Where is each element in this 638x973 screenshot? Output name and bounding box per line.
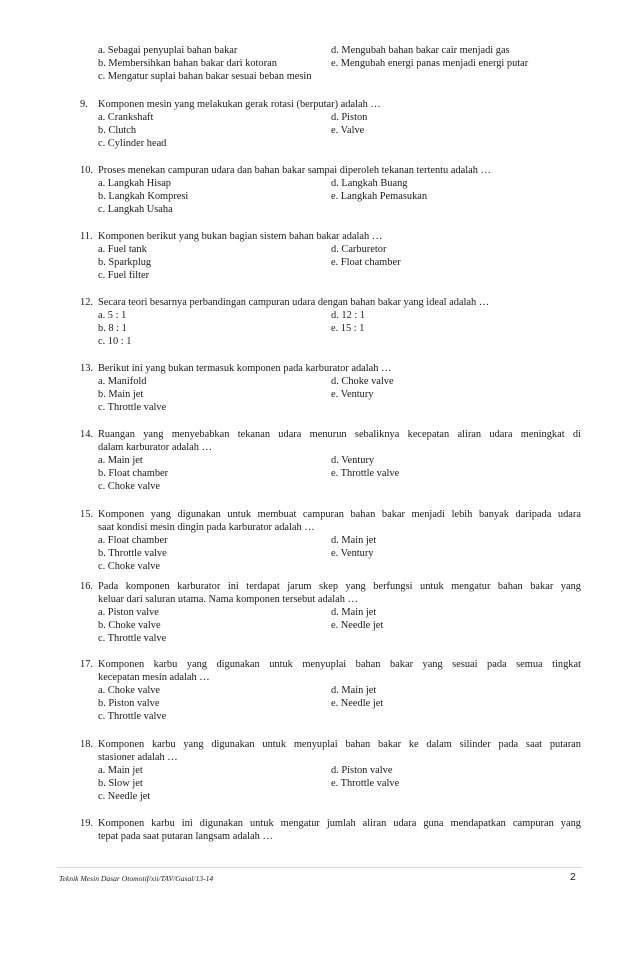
option-e: e. Needle jet xyxy=(331,620,384,631)
option-row xyxy=(0,203,638,216)
option-e: e. Valve xyxy=(331,125,365,136)
question-text: Komponen berikut yang bukan bagian sistem bahan bakar adalah … xyxy=(98,231,383,242)
option-a: a. Crankshaft xyxy=(98,112,154,123)
question-number: 14. xyxy=(80,429,93,440)
question-number: 16. xyxy=(80,581,93,592)
option-row xyxy=(0,697,638,710)
question-number: 13. xyxy=(80,363,93,374)
question-line xyxy=(0,658,638,671)
option-c: c. Cylinder head xyxy=(98,138,167,149)
question-line xyxy=(0,164,638,177)
question-12 xyxy=(0,296,638,348)
question-text-cont: kecepatan mesin adalah … xyxy=(98,672,210,683)
option-d: d. Piston xyxy=(331,112,368,123)
option-row xyxy=(0,177,638,190)
question-text-cont: keluar dari saluran utama. Nama komponen tersebut adalah … xyxy=(98,594,358,605)
option-row xyxy=(0,375,638,388)
page-number: 2 xyxy=(570,871,576,883)
option-row xyxy=(0,124,638,137)
question-number: 9. xyxy=(80,99,88,110)
option-a: a. Choke valve xyxy=(98,685,161,696)
option-row xyxy=(0,401,638,414)
option-a: a. Main jet xyxy=(98,765,143,776)
question-line xyxy=(0,441,638,454)
option-row xyxy=(0,547,638,560)
option-c: c. Choke valve xyxy=(98,561,161,572)
option-b: b. Choke valve xyxy=(98,620,161,631)
option-a: a. 5 : 1 xyxy=(98,310,127,321)
option-e: e. Mengubah energi panas menjadi energi putar xyxy=(331,58,529,69)
option-a: a. Float chamber xyxy=(98,535,168,546)
question-line xyxy=(0,671,638,684)
question-line xyxy=(0,362,638,375)
option-row xyxy=(0,44,638,57)
question-16 xyxy=(0,580,638,645)
question-text-cont: tepat pada saat putaran langsam adalah … xyxy=(98,831,273,842)
option-e: e. Ventury xyxy=(331,389,374,400)
option-b: b. 8 : 1 xyxy=(98,323,127,334)
option-row xyxy=(0,111,638,124)
question-line xyxy=(0,230,638,243)
option-e: e. Throttle valve xyxy=(331,778,400,789)
option-row xyxy=(0,388,638,401)
option-b: b. Slow jet xyxy=(98,778,143,789)
question-line xyxy=(0,521,638,534)
option-b: b. Clutch xyxy=(98,125,137,136)
option-row xyxy=(0,560,638,573)
option-row xyxy=(0,454,638,467)
question-text: Ruangan yang menyebabkan tekanan udara menurun sebaliknya kecepatan aliran udara meningkat di xyxy=(98,429,581,440)
option-e: e. 15 : 1 xyxy=(331,323,365,334)
q8-options xyxy=(0,44,638,83)
question-text: Komponen yang digunakan untuk membuat campuran bahan bakar menjadi lebih banyak daripada udara xyxy=(98,509,581,520)
question-text: Komponen karbu ini digunakan untuk mengatur jumlah aliran udara guna mendapatkan campuran yang xyxy=(98,818,581,829)
question-line xyxy=(0,817,638,830)
option-row xyxy=(0,480,638,493)
question-text: Berikut ini yang bukan termasuk komponen pada karburator adalah … xyxy=(98,363,392,374)
option-e: e. Ventury xyxy=(331,548,374,559)
question-line xyxy=(0,508,638,521)
question-text-cont: stasioner adalah … xyxy=(98,752,178,763)
option-row xyxy=(0,190,638,203)
option-row xyxy=(0,684,638,697)
footer-course-info: Teknik Mesin Dasar Otomotif/xii/TAV/Gasal/13-14 xyxy=(59,874,214,883)
question-11 xyxy=(0,230,638,282)
option-c: c. Needle jet xyxy=(98,791,151,802)
question-13 xyxy=(0,362,638,414)
option-b: b. Sparkplug xyxy=(98,257,152,268)
option-a: a. Sebagai penyuplai bahan bakar xyxy=(98,45,238,56)
question-19 xyxy=(0,817,638,843)
question-text: Pada komponen karburator ini terdapat jarum skep yang berfungsi untuk mengatur bahan bakar yang xyxy=(98,581,581,592)
option-c: c. Throttle valve xyxy=(98,711,167,722)
option-row xyxy=(0,764,638,777)
option-row xyxy=(0,309,638,322)
option-c: c. Fuel filter xyxy=(98,270,150,281)
question-number: 10. xyxy=(80,165,93,176)
option-d: d. Ventury xyxy=(331,455,375,466)
question-15 xyxy=(0,508,638,573)
question-9 xyxy=(0,98,638,150)
question-text: Komponen karbu yang digunakan untuk menyuplai bahan bakar yang sesuai pada semua tingkat xyxy=(98,659,581,670)
option-e: e. Langkah Pemasukan xyxy=(331,191,428,202)
option-e: e. Throttle valve xyxy=(331,468,400,479)
option-row xyxy=(0,777,638,790)
option-d: d. Piston valve xyxy=(331,765,393,776)
question-17 xyxy=(0,658,638,723)
option-row xyxy=(0,256,638,269)
question-text-cont: dalam karburator adalah … xyxy=(98,442,212,453)
option-e: e. Needle jet xyxy=(331,698,384,709)
option-row xyxy=(0,710,638,723)
option-d: d. Main jet xyxy=(331,607,377,618)
option-d: d. Choke valve xyxy=(331,376,394,387)
option-c: c. Throttle valve xyxy=(98,633,167,644)
option-row xyxy=(0,606,638,619)
footer-divider xyxy=(57,867,582,868)
option-a: a. Manifold xyxy=(98,376,147,387)
question-text: Komponen karbu yang digunakan untuk menyuplai bahan bakar ke dalam silinder pada saat putaran xyxy=(98,739,581,750)
question-line xyxy=(0,593,638,606)
question-number: 17. xyxy=(80,659,93,670)
question-line xyxy=(0,830,638,843)
question-text: Proses menekan campuran udara dan bahan bakar sampai diperoleh tekanan tertentu adalah … xyxy=(98,165,491,176)
option-a: a. Piston valve xyxy=(98,607,159,618)
option-b: b. Piston valve xyxy=(98,698,160,709)
question-text-cont: saat kondisi mesin dingin pada karburator adalah … xyxy=(98,522,315,533)
question-line xyxy=(0,751,638,764)
question-line xyxy=(0,738,638,751)
question-number: 19. xyxy=(80,818,93,829)
option-row xyxy=(0,632,638,645)
question-line xyxy=(0,98,638,111)
option-a: a. Main jet xyxy=(98,455,143,466)
question-text: Secara teori besarnya perbandingan campuran udara dengan bahan bakar yang ideal adalah … xyxy=(98,297,490,308)
option-c: c. Mengatur suplai bahan bakar sesuai beban mesin xyxy=(98,71,312,82)
question-number: 12. xyxy=(80,297,93,308)
option-row xyxy=(0,137,638,150)
option-row xyxy=(0,269,638,282)
option-row xyxy=(0,70,638,83)
question-number: 18. xyxy=(80,739,93,750)
option-b: b. Float chamber xyxy=(98,468,169,479)
option-d: d. Main jet xyxy=(331,685,377,696)
question-14 xyxy=(0,428,638,493)
question-number: 15. xyxy=(80,509,93,520)
option-c: c. Throttle valve xyxy=(98,402,167,413)
option-a: a. Fuel tank xyxy=(98,244,147,255)
option-b: b. Main jet xyxy=(98,389,144,400)
option-d: d. Main jet xyxy=(331,535,377,546)
option-row xyxy=(0,57,638,70)
option-c: c. Langkah Usaha xyxy=(98,204,173,215)
question-text: Komponen mesin yang melakukan gerak rotasi (berputar) adalah … xyxy=(98,99,381,110)
option-d: d. 12 : 1 xyxy=(331,310,366,321)
question-number: 11. xyxy=(80,231,93,242)
option-b: b. Throttle valve xyxy=(98,548,167,559)
option-d: d. Langkah Buang xyxy=(331,178,408,189)
option-d: d. Mengubah bahan bakar cair menjadi gas xyxy=(331,45,510,56)
option-c: c. Choke valve xyxy=(98,481,161,492)
option-row xyxy=(0,790,638,803)
option-row xyxy=(0,335,638,348)
option-row xyxy=(0,619,638,632)
option-c: c. 10 : 1 xyxy=(98,336,132,347)
option-b: b. Langkah Kompresi xyxy=(98,191,189,202)
option-a: a. Langkah Hisap xyxy=(98,178,171,189)
option-b: b. Membersihkan bahan bakar dari kotoran xyxy=(98,58,277,69)
question-line xyxy=(0,296,638,309)
option-row xyxy=(0,467,638,480)
question-line xyxy=(0,580,638,593)
option-row xyxy=(0,322,638,335)
option-e: e. Float chamber xyxy=(331,257,401,268)
question-18 xyxy=(0,738,638,803)
question-10 xyxy=(0,164,638,216)
option-row xyxy=(0,243,638,256)
option-row xyxy=(0,534,638,547)
option-d: d. Carburetor xyxy=(331,244,387,255)
question-line xyxy=(0,428,638,441)
